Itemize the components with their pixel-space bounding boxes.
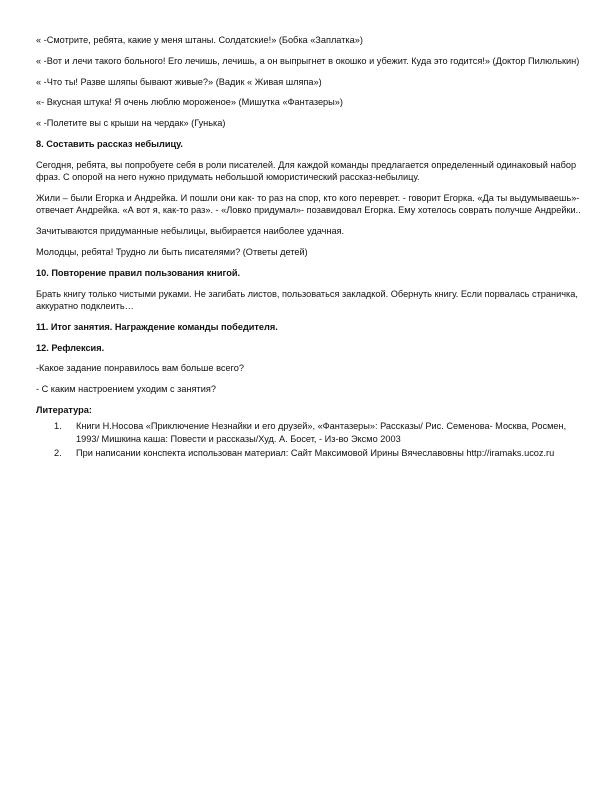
section-8-praise: Молодцы, ребята! Трудно ли быть писателями? (Ответы детей) — [36, 246, 308, 257]
literature-item-number: 1. — [54, 421, 62, 432]
section-8-intro: Сегодня, ребята, вы попробуете себя в роли писателей. Для каждой команды предлагается определенный одинаковый набор фраз. С опорой на него нужно придумать небольшой юмористический рассказ-небылицу. — [36, 159, 577, 183]
quote-pilyulkin: « -Вот и лечи такого больного! Его лечишь, лечишь, а он выпрыгнет в окошко и убежит. Куда это годится!» (Доктор Пилюлькин) — [36, 55, 580, 66]
document-page — [36, 34, 584, 462]
section-8-heading: 8. Составить рассказ небылицу. — [36, 138, 183, 149]
quote-gunka: « -Полетите вы с крыши на чердак» (Гунька) — [36, 118, 226, 129]
section-10-heading: 10. Повторение правил пользования книгой. — [36, 267, 241, 278]
section-12-heading: 12. Рефлексия. — [36, 342, 105, 353]
reflection-question-1: -Какое задание понравилось вам больше всего? — [36, 363, 244, 374]
literature-item-text: Книги Н.Носова «Приключение Незнайки и его друзей», «Фантазеры»: Рассказы/ Рис. Семенова- Москва, Росмен, 1993/ Мишкина каша: Повести и рассказы/Худ. А. Босет, - Из-во Эксмо 2003 — [76, 421, 567, 444]
quote-mishutka: «- Вкусная штука! Я очень люблю мороженое» (Мишутка «Фантазеры») — [36, 97, 343, 108]
literature-item-text: При написании конспекта использован материал: Сайт Максимовой Ирины Вячеславовны http://iramaks.ucoz.ru — [76, 448, 555, 459]
section-11-heading: 11. Итог занятия. Награждение команды победителя. — [36, 321, 278, 332]
literature-item — [36, 447, 584, 459]
quote-vadik: « -Что ты! Разве шляпы бывают живые?» (Вадик « Живая шляпа») — [36, 76, 322, 87]
reflection-question-2: - С каким настроением уходим с занятия? — [36, 384, 216, 395]
section-8-example: Жили – были Егорка и Андрейка. И пошли они как- то раз на спор, кто кого переврет. - говорит Егорка. «Да ты выдумываешь»- отвечает Андрейка. «А вот я, как-то раз». - «Ловко придумал»- позавидовал Егорка. Ему хотелось соврать получше Андрейки.. — [36, 192, 581, 216]
literature-item-number: 2. — [54, 448, 62, 459]
literature-heading: Литература: — [36, 404, 92, 415]
literature-list — [36, 420, 584, 459]
section-8-reading: Зачитываются придуманные небылицы, выбирается наиболее удачная. — [36, 226, 345, 237]
quote-bobka: « -Смотрите, ребята, какие у меня штаны. Солдатские!» (Бобка «Заплатка») — [36, 35, 363, 45]
literature-item — [36, 420, 584, 445]
section-10-text: Брать книгу только чистыми руками. Не загибать листов, пользоваться закладкой. Обернуть книгу. Если порвалась страничка, аккуратно подклеить… — [36, 288, 578, 311]
